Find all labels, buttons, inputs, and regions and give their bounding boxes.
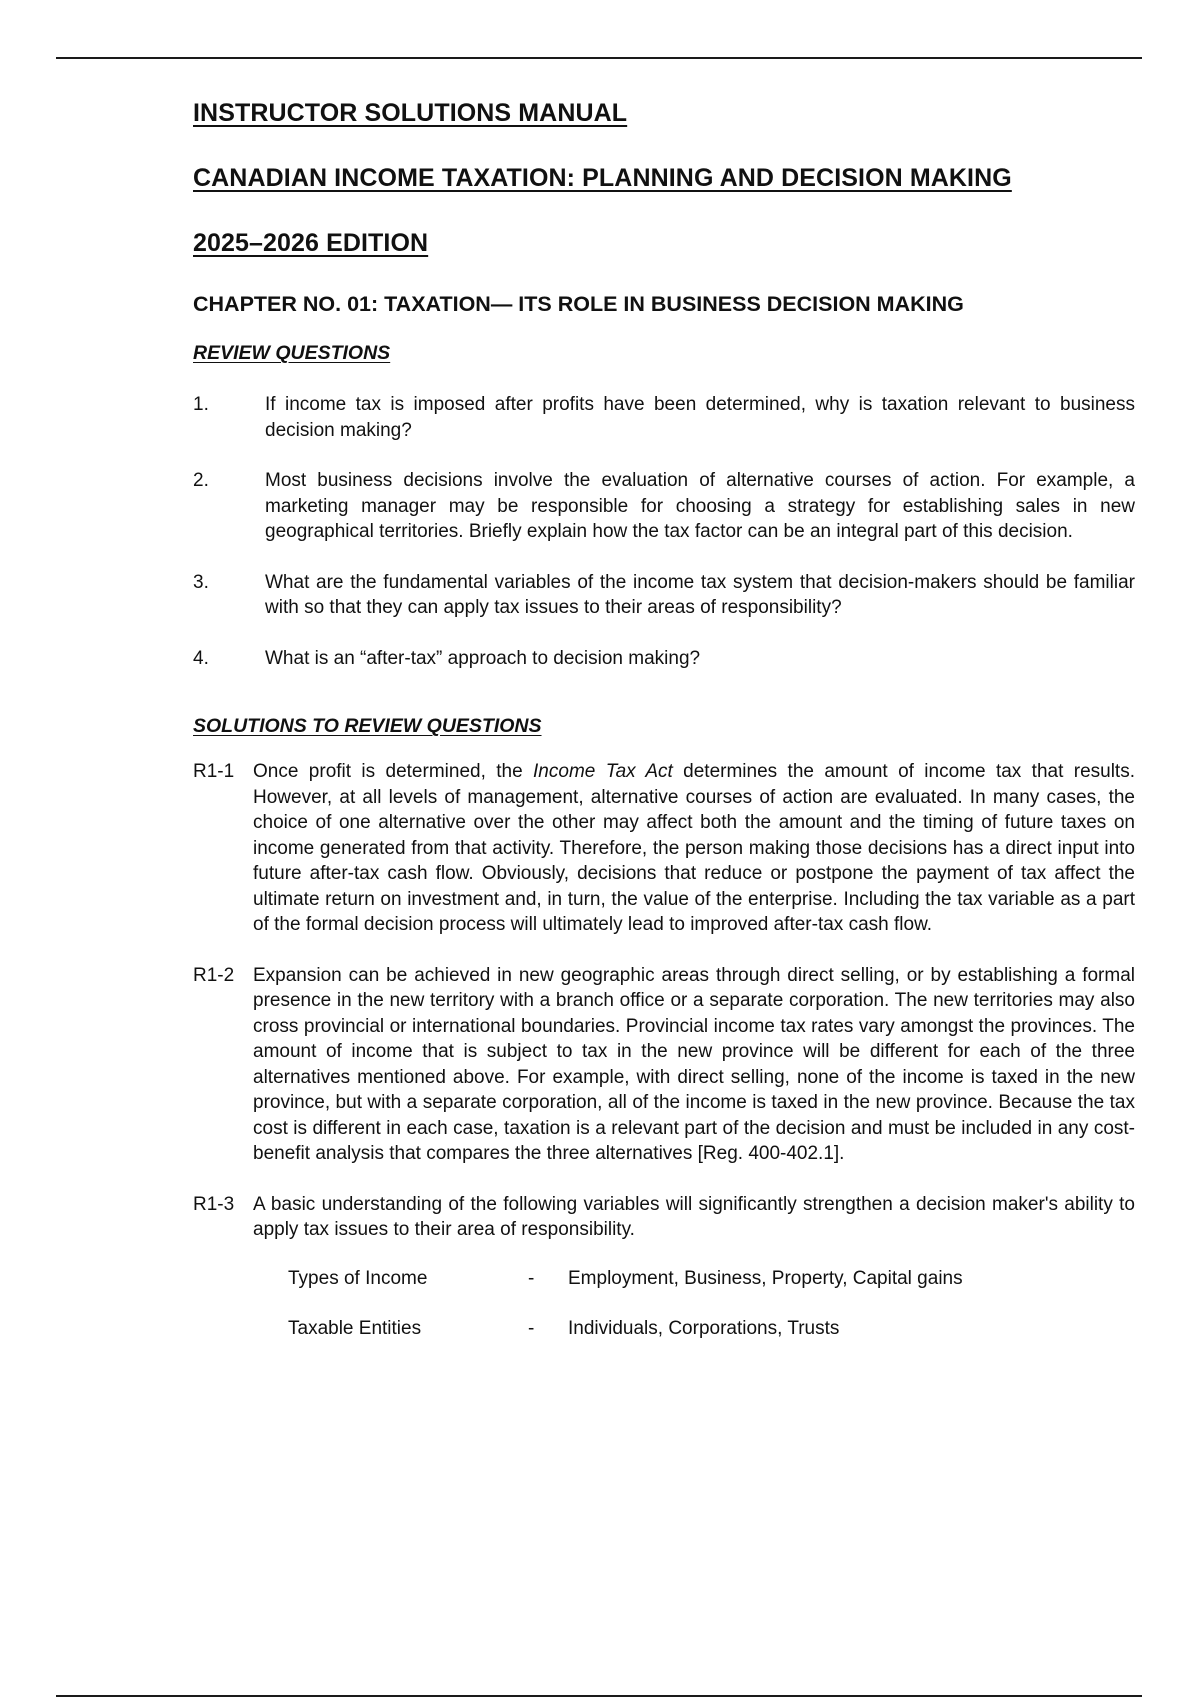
question-text: What are the fundamental variables of the income tax system that decision-makers should be familiar with so that they can apply tax issues to their areas of responsibility? [265, 571, 1135, 618]
table-row [288, 1266, 1135, 1292]
variable-label: Taxable Entities [288, 1318, 422, 1339]
list-item [193, 392, 1135, 443]
list-item [193, 570, 1135, 621]
answer-id: R1-3 [193, 1193, 235, 1215]
book-title: CANADIAN INCOME TAXATION: PLANNING AND DECISION MAKING [193, 164, 1012, 192]
separator-dash: - [528, 1318, 535, 1339]
answer-text: Expansion can be achieved in new geographic areas through direct selling, or by establishing a formal presence in the new territory with a branch office or a separate corporation. The new territories may also cross provincial or international boundaries. Provincial income tax rates vary amongst the provinces. The amount of income that is subject to tax in the new province will be different for each of the three alternatives mentioned above. For example, with direct selling, none of the income is taxed in the new province, but with a separate corporation, all of the income is taxed in the new province. Because the tax cost is different in each case, taxation is a relevant part of the decision and must be included in any cost-benefit analysis that compares the three alternatives [Reg. 400-402.1]. [253, 964, 1135, 1164]
separator-dash: - [528, 1267, 535, 1289]
manual-title: INSTRUCTOR SOLUTIONS MANUAL [193, 99, 628, 127]
answer-text-part: Once profit is determined, the [253, 761, 534, 782]
list-item [193, 646, 1135, 672]
variable-value: Individuals, Corporations, Trusts [568, 1318, 840, 1339]
variable-label: Types of Income [288, 1267, 428, 1289]
list-item [193, 963, 1135, 1167]
solutions-list [193, 759, 1135, 1342]
review-questions-heading: REVIEW QUESTIONS [193, 342, 391, 364]
list-item [193, 468, 1135, 545]
variable-value: Employment, Business, Property, Capital gains [568, 1267, 963, 1289]
question-number: 4. [193, 647, 209, 669]
question-number: 3. [193, 571, 209, 593]
top-rule [56, 57, 1142, 59]
question-number: 1. [193, 394, 209, 415]
act-title: Income Tax Act [533, 761, 673, 782]
bottom-rule [56, 1695, 1142, 1697]
answer-text [253, 759, 1135, 938]
question-text: If income tax is imposed after profits have been determined, why is taxation relevant to business decision making? [265, 394, 1135, 441]
review-questions-list [193, 392, 1135, 671]
list-item [193, 1192, 1135, 1243]
edition-title: 2025–2026 EDITION [193, 229, 429, 257]
table-row [288, 1316, 1135, 1342]
question-text: Most business decisions involve the evaluation of alternative courses of action. For example, a marketing manager may be responsible for choosing a strategy for establishing sales in new geographical territories. Briefly explain how the tax factor can be an integral part of this decision. [265, 470, 1135, 542]
solutions-section [193, 713, 1135, 1342]
question-number: 2. [193, 470, 209, 491]
answer-text: A basic understanding of the following variables will significantly strengthen a decision maker's ability to apply tax issues to their area of responsibility. [253, 1193, 1135, 1240]
answer-text-part: determines the amount of income tax that results. However, at all levels of management, alternative courses of action are evaluated. In many cases, the choice of one alternative over the other may affect both the amount and the timing of future taxes on income generated from that activity. Therefore, the person making those decisions has a direct input into future after-tax cash flow. Obviously, decisions that reduce or postpone the payment of tax affect the ultimate return on investment and, in turn, the value of the enterprise. Including the tax variable as a part of the formal decision process will ultimately lead to improved after-tax cash flow. [253, 761, 1135, 935]
tax-variables-table [288, 1266, 1135, 1342]
solutions-heading: SOLUTIONS TO REVIEW QUESTIONS [193, 715, 542, 737]
page-content [193, 96, 1135, 1367]
question-text: What is an “after-tax” approach to decision making? [265, 647, 701, 669]
list-item [193, 759, 1135, 938]
chapter-heading: CHAPTER NO. 01: TAXATION— ITS ROLE IN BUSINESS DECISION MAKING [193, 292, 964, 316]
answer-id: R1-2 [193, 964, 235, 986]
answer-id: R1-1 [193, 761, 235, 782]
